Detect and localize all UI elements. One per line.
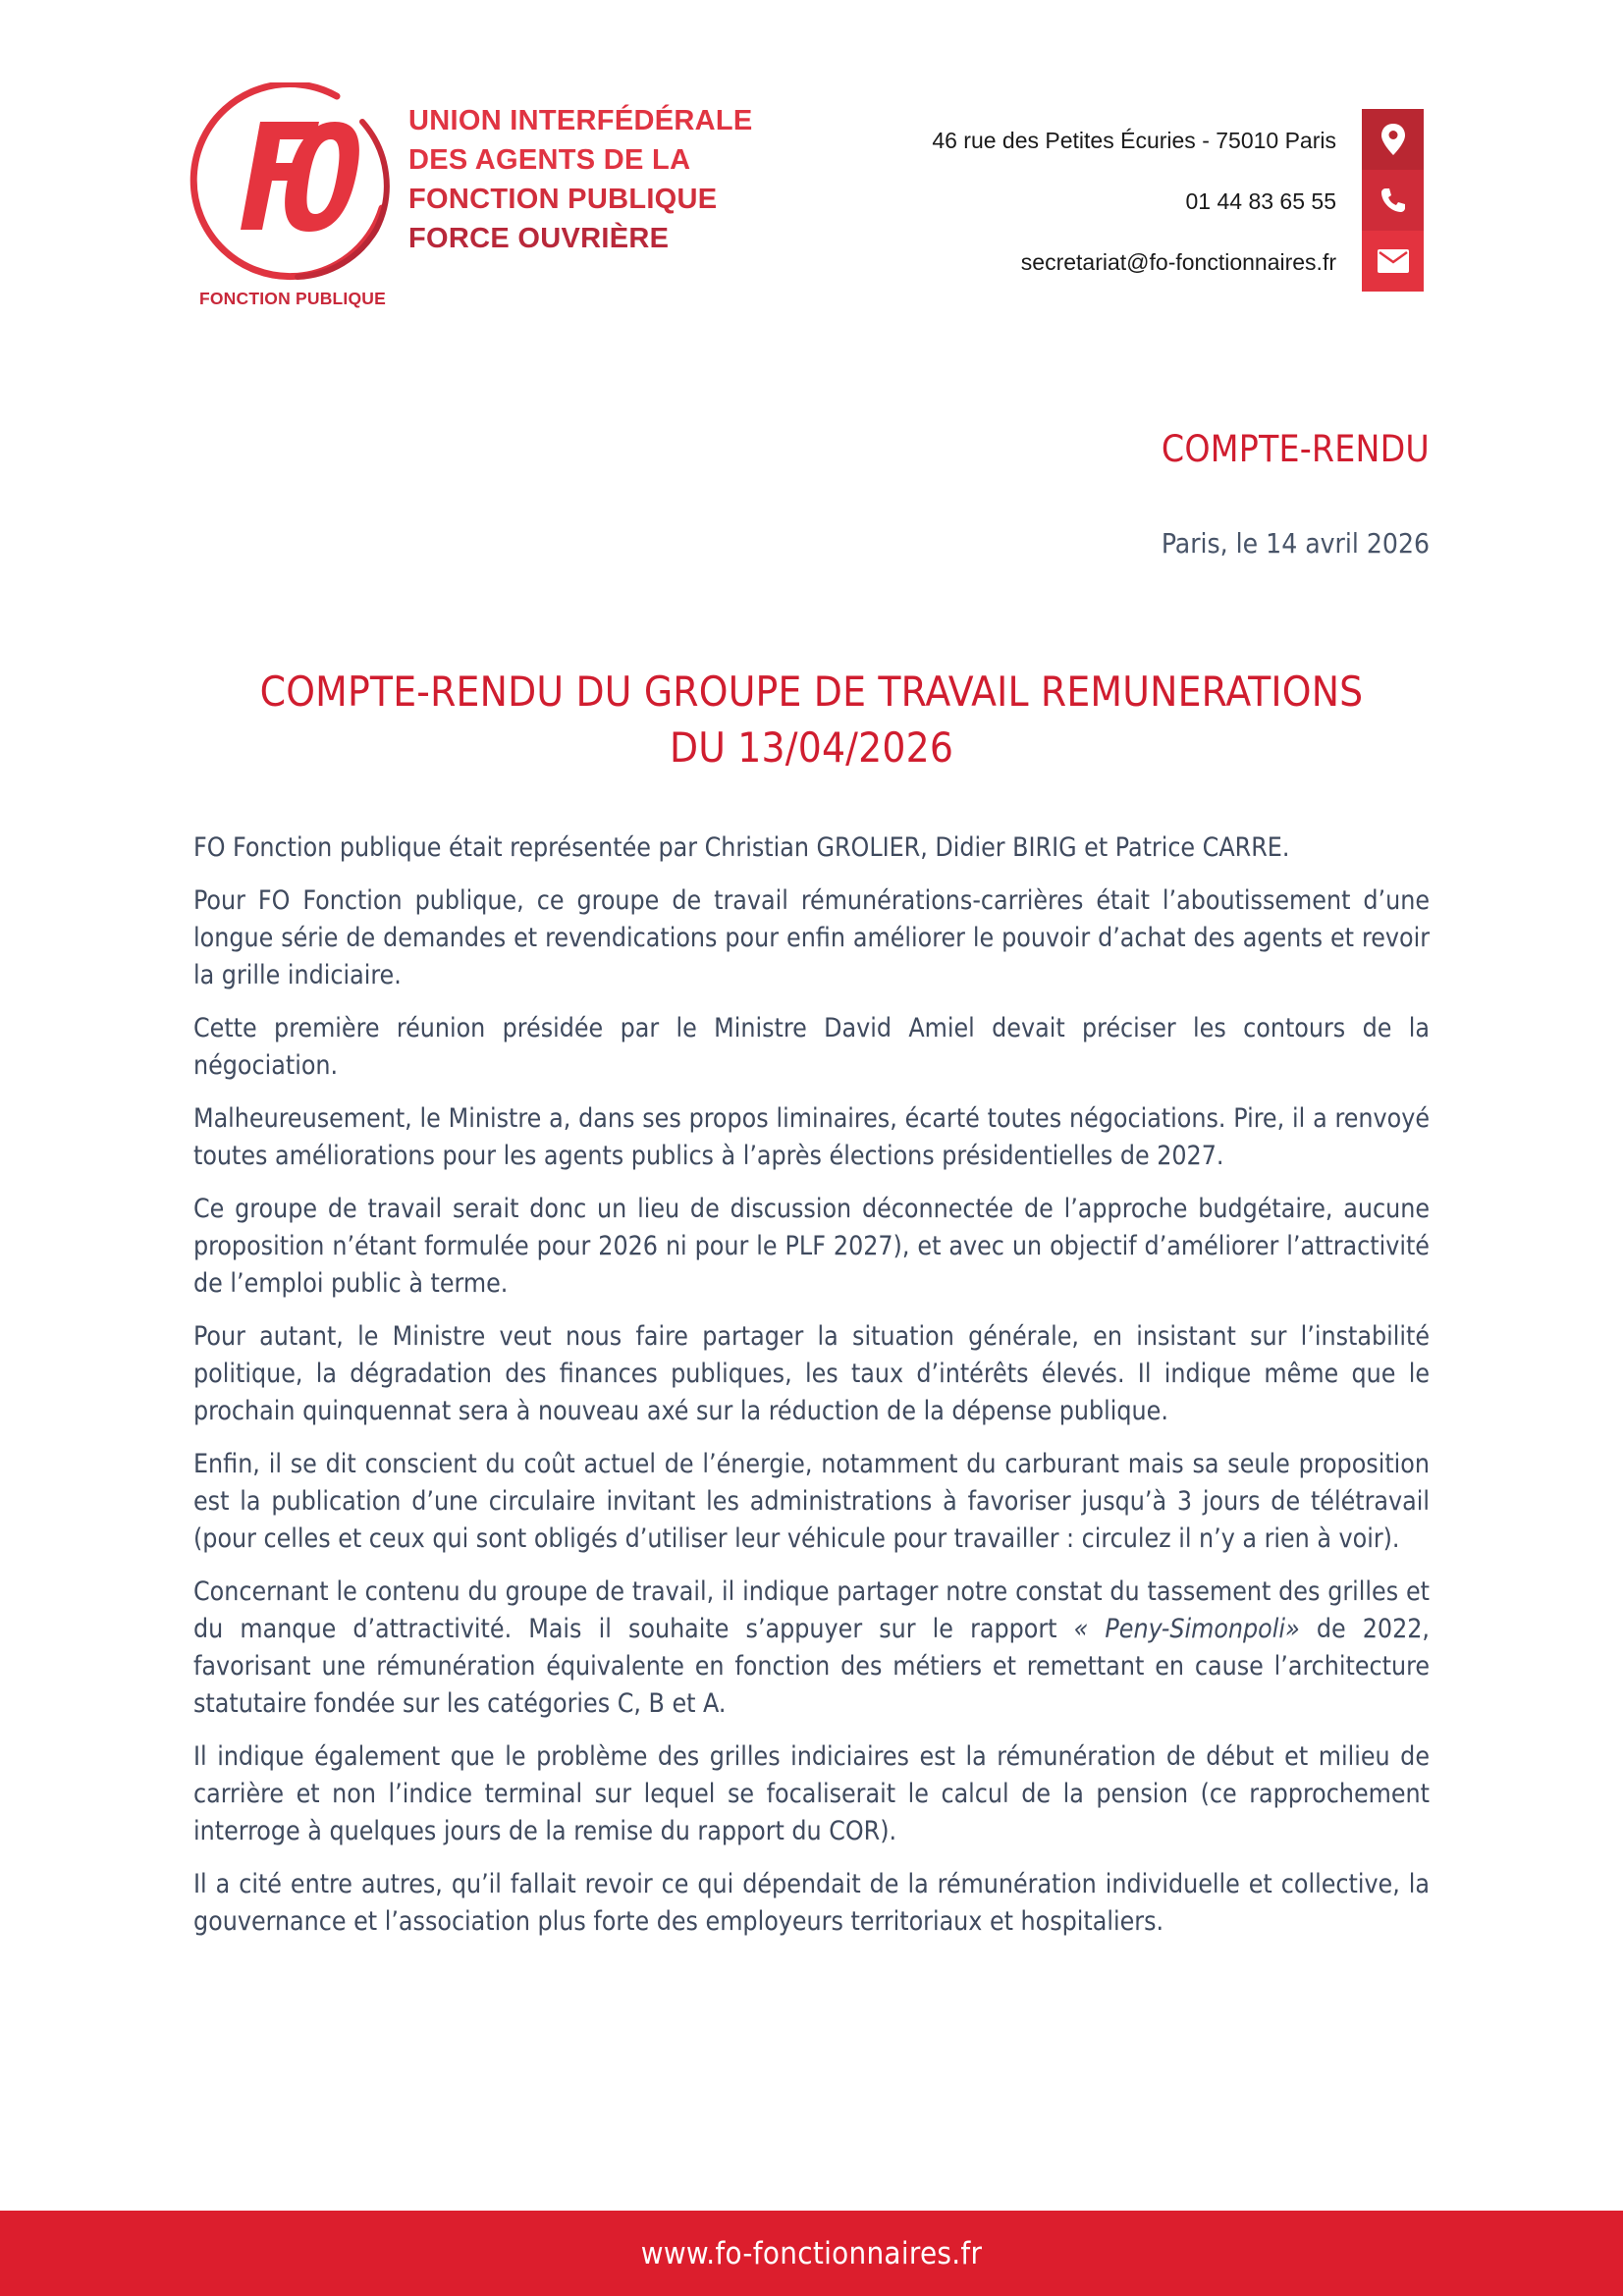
mail-icon <box>1362 231 1424 292</box>
org-name-line-3: FONCTION PUBLIQUE <box>408 184 718 215</box>
paragraph-work-content-before: Concernant le contenu du groupe de travail, il indique partager notre constat du tassement des grilles et du manque d’attractivité. Mais il souhaite s’appuyer sur le rapport <box>193 1576 1430 1644</box>
logo-subtitle: FONCTION PUBLIQUE <box>198 289 387 308</box>
document-body <box>193 829 1430 1956</box>
paragraph-work-content-after: de 2022, favorisant une rémunération équivalente en fonction des métiers et remettant en cause l’architecture statutaire fondée sur les catégories C, B et A. <box>193 1614 1430 1719</box>
phone-icon <box>1362 170 1424 231</box>
organization-name <box>408 101 753 258</box>
footer-bar <box>0 2211 1623 2296</box>
paragraph-attendees: FO Fonction publique était représentée par Christian GROLIER, Didier BIRIG et Patrice CARRE. <box>193 832 1290 863</box>
contact-icons-column <box>1362 109 1424 292</box>
paragraph-first-meeting: Cette première réunion présidée par le Ministre David Amiel devait préciser les contours de la négociation. <box>193 1013 1430 1081</box>
paragraph-general-situation: Pour autant, le Ministre veut nous faire partager la situation générale, en insistant sur l’instabilité politique, la dégradation des finances publiques, les taux d’intérêts élevés. Il indique même que le prochain quinquennat sera à nouveau axé sur la réduction de la dépense publique. <box>193 1321 1430 1426</box>
org-name-line-1: UNION INTERFÉDÉRALE <box>408 105 753 136</box>
page-title <box>0 664 1623 775</box>
footer-website-link[interactable]: www.fo-fonctionnaires.fr <box>640 2235 983 2271</box>
paragraph-discussion-scope: Ce groupe de travail serait donc un lieu de discussion déconnectée de l’approche budgétaire, aucune proposition n’étant formulée pour 2026 ni pour le PLF 2027), et avec un objectif d’améliorer l’attractivité de l’emploi public à terme. <box>193 1194 1430 1299</box>
contact-phone: 01 44 83 65 55 <box>1185 188 1336 214</box>
contact-block <box>932 110 1336 293</box>
org-name-line-2: DES AGENTS DE LA <box>408 144 691 176</box>
paragraph-context: Pour FO Fonction publique, ce groupe de travail rémunérations-carrières était l’aboutissement d’une longue série de demandes et revendications pour enfin améliorer le pouvoir d’achat des agents et revoir la grille indiciaire. <box>193 885 1430 990</box>
contact-address: 46 rue des Petites Écuries - 75010 Paris <box>932 128 1336 153</box>
paragraph-other-points: Il a cité entre autres, qu’il fallait revoir ce qui dépendait de la rémunération individuelle et collective, la gouvernance et l’association plus forte des employeurs territoriaux et hospitaliers. <box>193 1869 1430 1937</box>
title-line-1: COMPTE-RENDU DU GROUPE DE TRAVAIL REMUNERATIONS <box>259 667 1364 716</box>
title-line-2: DU 13/04/2026 <box>669 723 954 772</box>
location-pin-icon <box>1362 109 1424 170</box>
fo-logo <box>189 82 396 314</box>
contact-email[interactable]: secretariat@fo-fonctionnaires.fr <box>1020 249 1336 275</box>
paragraph-work-content <box>193 1574 1430 1723</box>
fo-logo-icon <box>189 82 396 284</box>
report-name: « Peny-Simonpoli» <box>1073 1614 1300 1644</box>
paragraph-grid-problem: Il indique également que le problème des grilles indiciaires est la rémunération de début et milieu de carrière et non l’indice terminal sur lequel se focaliserait le calcul de la pension (ce rapprochement interroge à quelques jours de la remise du rapport du COR). <box>193 1741 1430 1846</box>
paragraph-no-negotiation: Malheureusement, le Ministre a, dans ses propos liminaires, écarté toutes négociations. Pire, il a renvoyé toutes améliorations pour les agents publics à l’après élections présidentielles de 2027. <box>193 1103 1430 1171</box>
org-name-line-4: FORCE OUVRIÈRE <box>408 223 670 254</box>
paragraph-energy-cost: Enfin, il se dit conscient du coût actuel de l’énergie, notamment du carburant mais sa seule proposition est la publication d’une circulaire invitant les administrations à favoriser jusqu’à 3 jours de télétravail (pour celles et ceux qui sont obligés d’utiliser leur véhicule pour travailler : circulez il n’y a rien à voir). <box>193 1449 1430 1554</box>
document-date: Paris, le 14 avril 2026 <box>1161 527 1430 560</box>
document-type-label: COMPTE-RENDU <box>1161 428 1430 470</box>
